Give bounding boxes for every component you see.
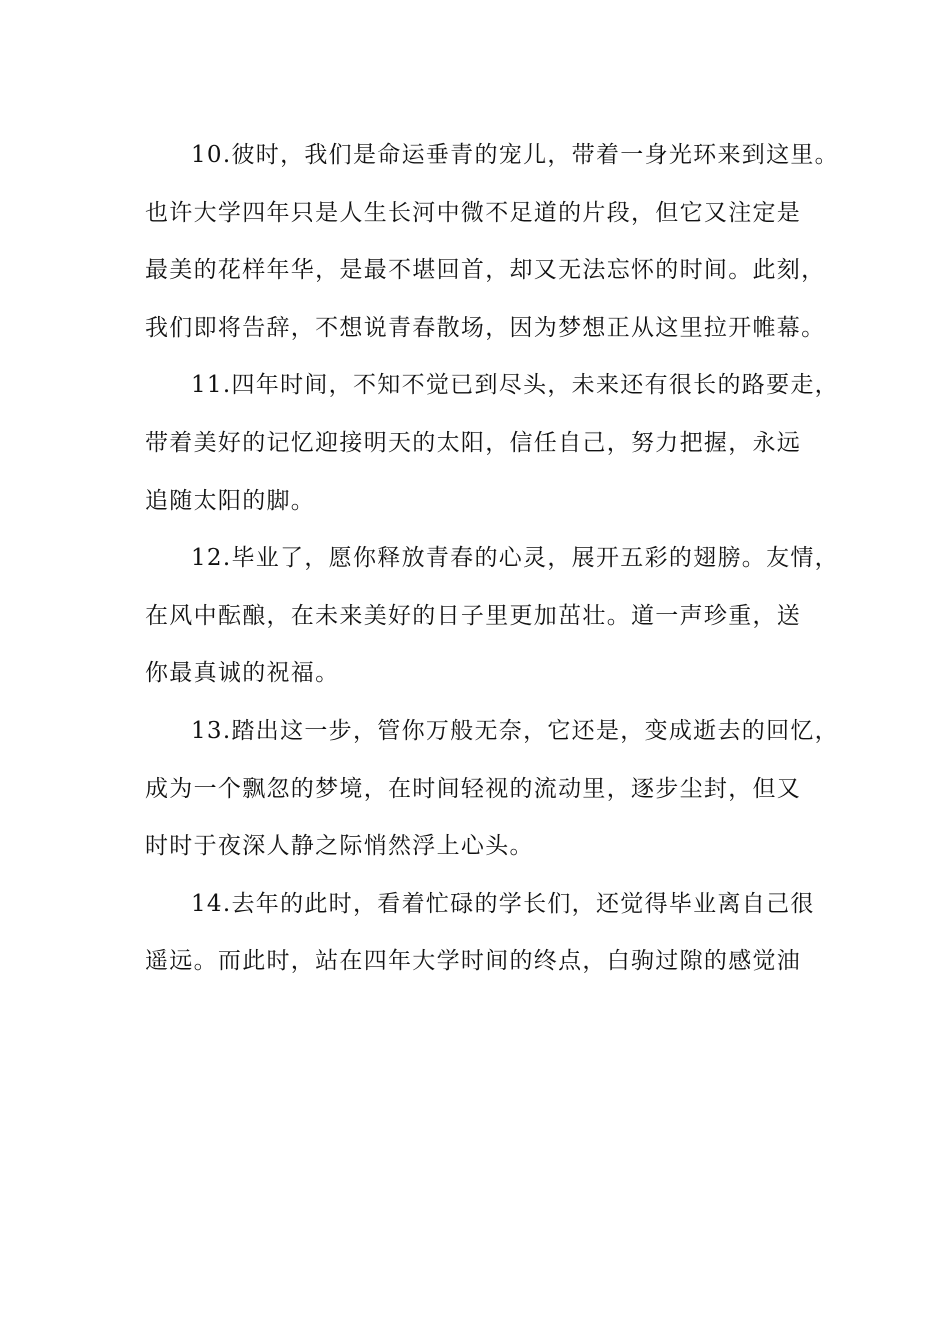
paragraph-10-line-3: 最美的花样年华，是最不堪回首，却又无法忘怀的时间。此刻， — [145, 257, 826, 284]
paragraph-11-line-3: 追随太阳的脚。 — [145, 487, 316, 514]
paragraph-10-line-1: 10.彼时，我们是命运垂青的宠儿，带着一身光环来到这里。 — [191, 142, 839, 168]
paragraph-13-line-1: 13.踏出这一步，管你万般无奈，它还是，变成逝去的回忆， — [191, 717, 839, 744]
paragraph-13-line-3: 时时于夜深人静之际悄然浮上心头。 — [145, 833, 534, 860]
paragraph-10-line-2: 也许大学四年只是人生长河中微不足道的片段，但它又注定是 — [145, 199, 802, 226]
paragraph-14-line-1: 14.去年的此时，看着忙碌的学长们，还觉得毕业离自己很 — [191, 890, 815, 917]
paragraph-10-line-4: 我们即将告辞，不想说青春散场，因为梦想正从这里拉开帷幕。 — [145, 314, 826, 341]
paragraph-14-line-2: 遥远。而此时，站在四年大学时间的终点，白驹过隙的感觉油 — [145, 948, 802, 975]
body-text — [145, 127, 839, 991]
paragraph-11-line-1: 11.四年时间，不知不觉已到尽头，未来还有很长的路要走， — [191, 372, 839, 399]
paragraph-11-line-2: 带着美好的记忆迎接明天的太阳，信任自己，努力把握，永远 — [145, 429, 802, 456]
paragraph-12-line-1: 12.毕业了，愿你释放青春的心灵，展开五彩的翅膀。友情， — [191, 545, 839, 572]
paragraph-12-line-3: 你最真诚的祝福。 — [145, 660, 340, 687]
paragraph-12-line-2: 在风中酝酿，在未来美好的日子里更加茁壮。道一声珍重，送 — [145, 602, 802, 629]
paragraph-13-line-2: 成为一个飘忽的梦境，在时间轻视的流动里，逐步尘封，但又 — [145, 775, 802, 802]
